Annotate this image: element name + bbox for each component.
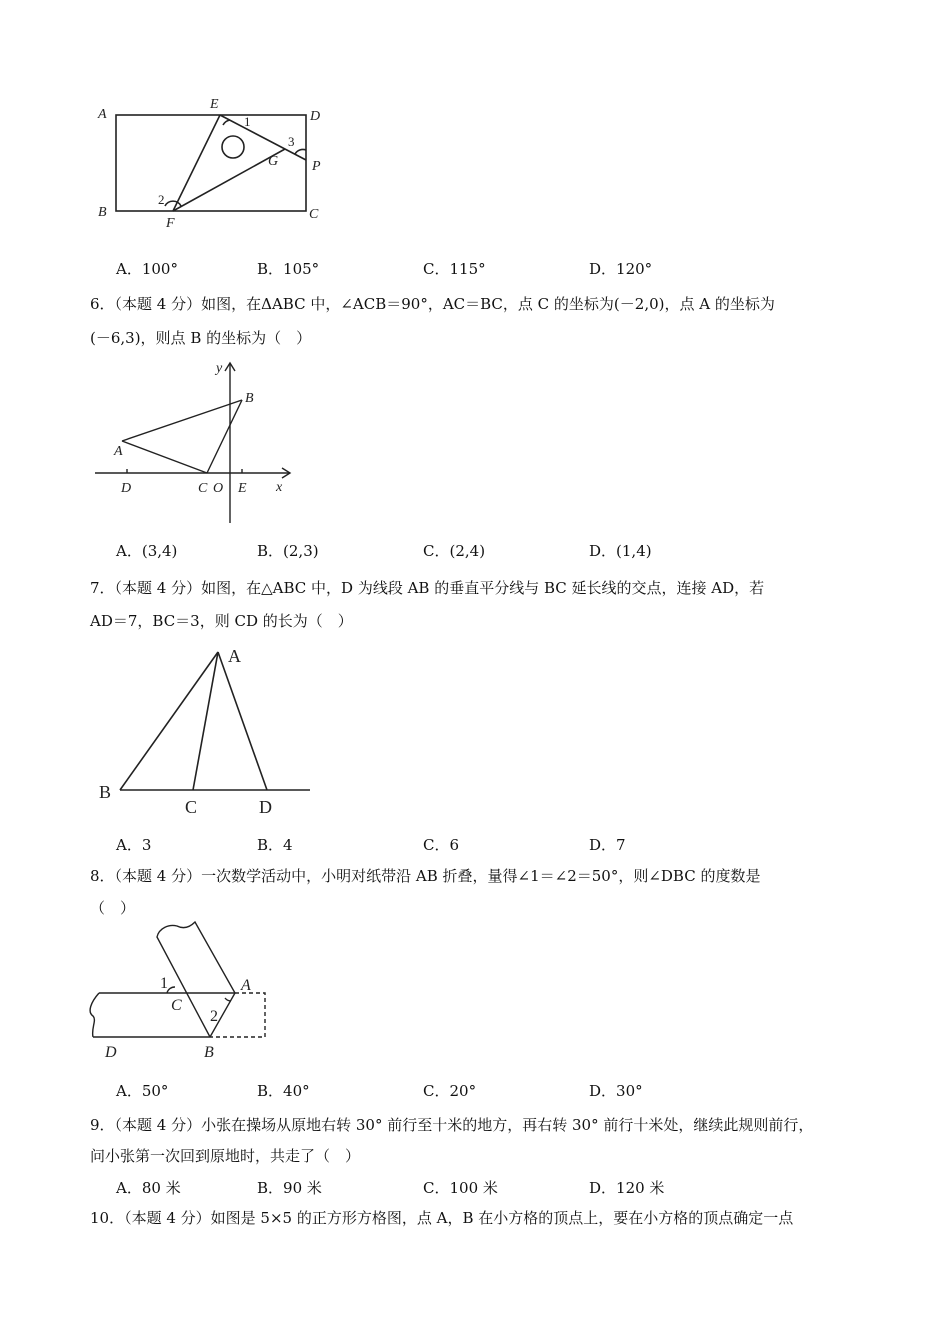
q5-label-p: P [312, 159, 321, 174]
option-value: 100° [141, 260, 178, 278]
q8-label-c: C [171, 997, 182, 1014]
q5-option-c[interactable] [423, 258, 486, 279]
option-value: (3,4) [141, 542, 178, 560]
q8-angle-arc-2 [225, 998, 231, 1001]
option-letter: D． [589, 836, 617, 854]
q9-stem-line1: 9．（本题 4 分）小张在操场从原地右转 30° 前行至十米的地方，再右转 30° 前行十米处，继续此规则前行， [90, 1116, 814, 1134]
q9-option-c[interactable] [423, 1177, 498, 1198]
q5-option-b[interactable] [257, 258, 319, 279]
option-value: 105° [283, 260, 320, 278]
q9-option-d[interactable] [589, 1177, 664, 1198]
q7-option-c[interactable] [423, 834, 459, 855]
q7-segment-ab [120, 652, 218, 790]
q7-option-a[interactable] [116, 834, 151, 855]
option-letter: D． [589, 260, 617, 278]
q8-option-b[interactable] [257, 1080, 310, 1101]
option-letter: C． [423, 836, 450, 854]
q6-label-a: A [114, 444, 123, 459]
q9-stem-line2: 问小张第一次回到原地时，共走了（ ） [90, 1147, 361, 1165]
q5-label-a: A [98, 107, 107, 122]
q8-strip-torn-edge [90, 993, 99, 1037]
option-letter: C． [423, 260, 450, 278]
q7-label-c: C [185, 797, 198, 817]
q5-label-c: C [309, 207, 319, 222]
q7-option-b[interactable] [257, 834, 293, 855]
q7-segment-ad [218, 652, 267, 790]
option-value: 40° [283, 1082, 310, 1100]
option-letter: D． [589, 542, 617, 560]
q8-stem-line2: （ ） [90, 899, 136, 917]
q7-stem-line2: AD＝7，BC＝3，则 CD 的长为（ ） [90, 612, 353, 630]
q9-option-b[interactable] [257, 1177, 322, 1198]
q6-segment-ac [122, 441, 207, 473]
q6-figure [90, 358, 310, 528]
q9-option-a[interactable] [116, 1177, 181, 1198]
q5-label-d: D [310, 109, 321, 124]
option-letter: A． [116, 1082, 142, 1100]
q7-segment-ac [193, 652, 218, 790]
q5-label-g: G [268, 154, 279, 169]
q6-option-b[interactable] [257, 540, 319, 561]
option-letter: C． [423, 1179, 450, 1197]
q6-label-d: D [121, 481, 132, 496]
q7-label-b: B [99, 782, 112, 802]
option-letter: C． [423, 1082, 450, 1100]
option-letter: B． [257, 1179, 284, 1197]
option-value: 115° [449, 260, 486, 278]
option-value: 4 [283, 836, 293, 854]
option-letter: B． [257, 836, 284, 854]
q6-option-a[interactable] [116, 540, 177, 561]
q8-option-d[interactable] [589, 1080, 643, 1101]
option-value: 120° [616, 260, 653, 278]
q7-figure [95, 640, 325, 822]
q6-label-e: E [238, 481, 247, 496]
option-letter: A． [116, 260, 142, 278]
q8-dashed-original [210, 993, 265, 1037]
q7-label-d: D [259, 797, 272, 817]
q5-angle-arc-1 [223, 120, 230, 125]
q5-angle-arc-2 [165, 201, 181, 206]
q5-angle-arc-3 [295, 149, 306, 154]
q10-stem-line1: 10．（本题 4 分）如图是 5×5 的正方形方格图，点 A，B 在小方格的顶点上，要在小方格的顶点确定一点 [90, 1209, 794, 1227]
q5-label-angle1: 1 [244, 114, 251, 129]
q6-segment-cb [207, 400, 242, 473]
q6-label-b: B [245, 391, 254, 406]
q5-line-ef [173, 115, 220, 211]
q8-label-b: B [204, 1044, 214, 1061]
option-letter: A． [116, 836, 142, 854]
option-value: 80 米 [141, 1179, 181, 1197]
q5-label-angle2: 2 [158, 192, 165, 207]
option-letter: B． [257, 1082, 284, 1100]
q5-option-d[interactable] [589, 258, 652, 279]
q8-angle-arc-1 [167, 987, 175, 993]
q8-option-c[interactable] [423, 1080, 476, 1101]
option-value: 90 米 [283, 1179, 322, 1197]
q5-label-b: B [98, 205, 107, 220]
q7-stem-line1: 7．（本题 4 分）如图，在△ABC 中，D 为线段 AB 的垂直平分线与 BC 延长线的交点，连接 AD，若 [90, 579, 765, 597]
option-value: (2,4) [449, 542, 486, 560]
q7-option-d[interactable] [589, 834, 626, 855]
option-value: 50° [141, 1082, 169, 1100]
q8-label-angle2: 2 [210, 1008, 218, 1025]
q5-label-f: F [166, 216, 175, 231]
q5-label-e: E [210, 97, 219, 112]
option-letter: B． [257, 260, 284, 278]
q8-label-a: A [241, 977, 251, 994]
q7-label-a: A [228, 646, 241, 666]
option-value: (1,4) [616, 542, 652, 560]
option-letter: A． [116, 542, 142, 560]
option-value: 3 [141, 836, 152, 854]
option-value: 7 [616, 836, 626, 854]
q6-label-c: C [198, 481, 208, 496]
option-value: 20° [449, 1082, 477, 1100]
option-value: 100 米 [449, 1179, 498, 1197]
option-letter: B． [257, 542, 284, 560]
q8-figure [85, 920, 285, 1065]
q6-option-c[interactable] [423, 540, 485, 561]
option-letter: A． [116, 1179, 142, 1197]
q8-folded-strip [157, 922, 235, 1037]
q5-option-a[interactable] [116, 258, 178, 279]
q6-stem-line2: (－6,3)，则点 B 的坐标为（ ） [90, 329, 312, 347]
q6-segment-ab [122, 400, 242, 441]
option-letter: D． [589, 1179, 617, 1197]
q8-label-angle1: 1 [160, 975, 168, 992]
q5-circle [222, 136, 244, 158]
option-value: 120 米 [616, 1179, 665, 1197]
q6-option-d[interactable] [589, 540, 652, 561]
option-value: 30° [616, 1082, 643, 1100]
q8-option-a[interactable] [116, 1080, 168, 1101]
option-value: 6 [449, 836, 460, 854]
q8-label-d: D [105, 1044, 117, 1061]
q6-label-x: x [276, 480, 283, 495]
q5-figure [90, 92, 340, 240]
option-value: (2,3) [283, 542, 319, 560]
q8-stem-line1: 8．（本题 4 分）一次数学活动中，小明对纸带沿 AB 折叠，量得∠1＝∠2＝50°，则∠DBC 的度数是 [90, 867, 761, 885]
q6-label-o: O [213, 481, 224, 496]
q5-label-angle3: 3 [288, 134, 295, 149]
option-letter: D． [589, 1082, 617, 1100]
option-letter: C． [423, 542, 450, 560]
q6-label-y: y [216, 361, 223, 376]
q6-stem-line1: 6．（本题 4 分）如图，在ΔABC 中，∠ACB＝90°，AC＝BC，点 C 的坐标为(－2,0)，点 A 的坐标为 [90, 295, 775, 313]
